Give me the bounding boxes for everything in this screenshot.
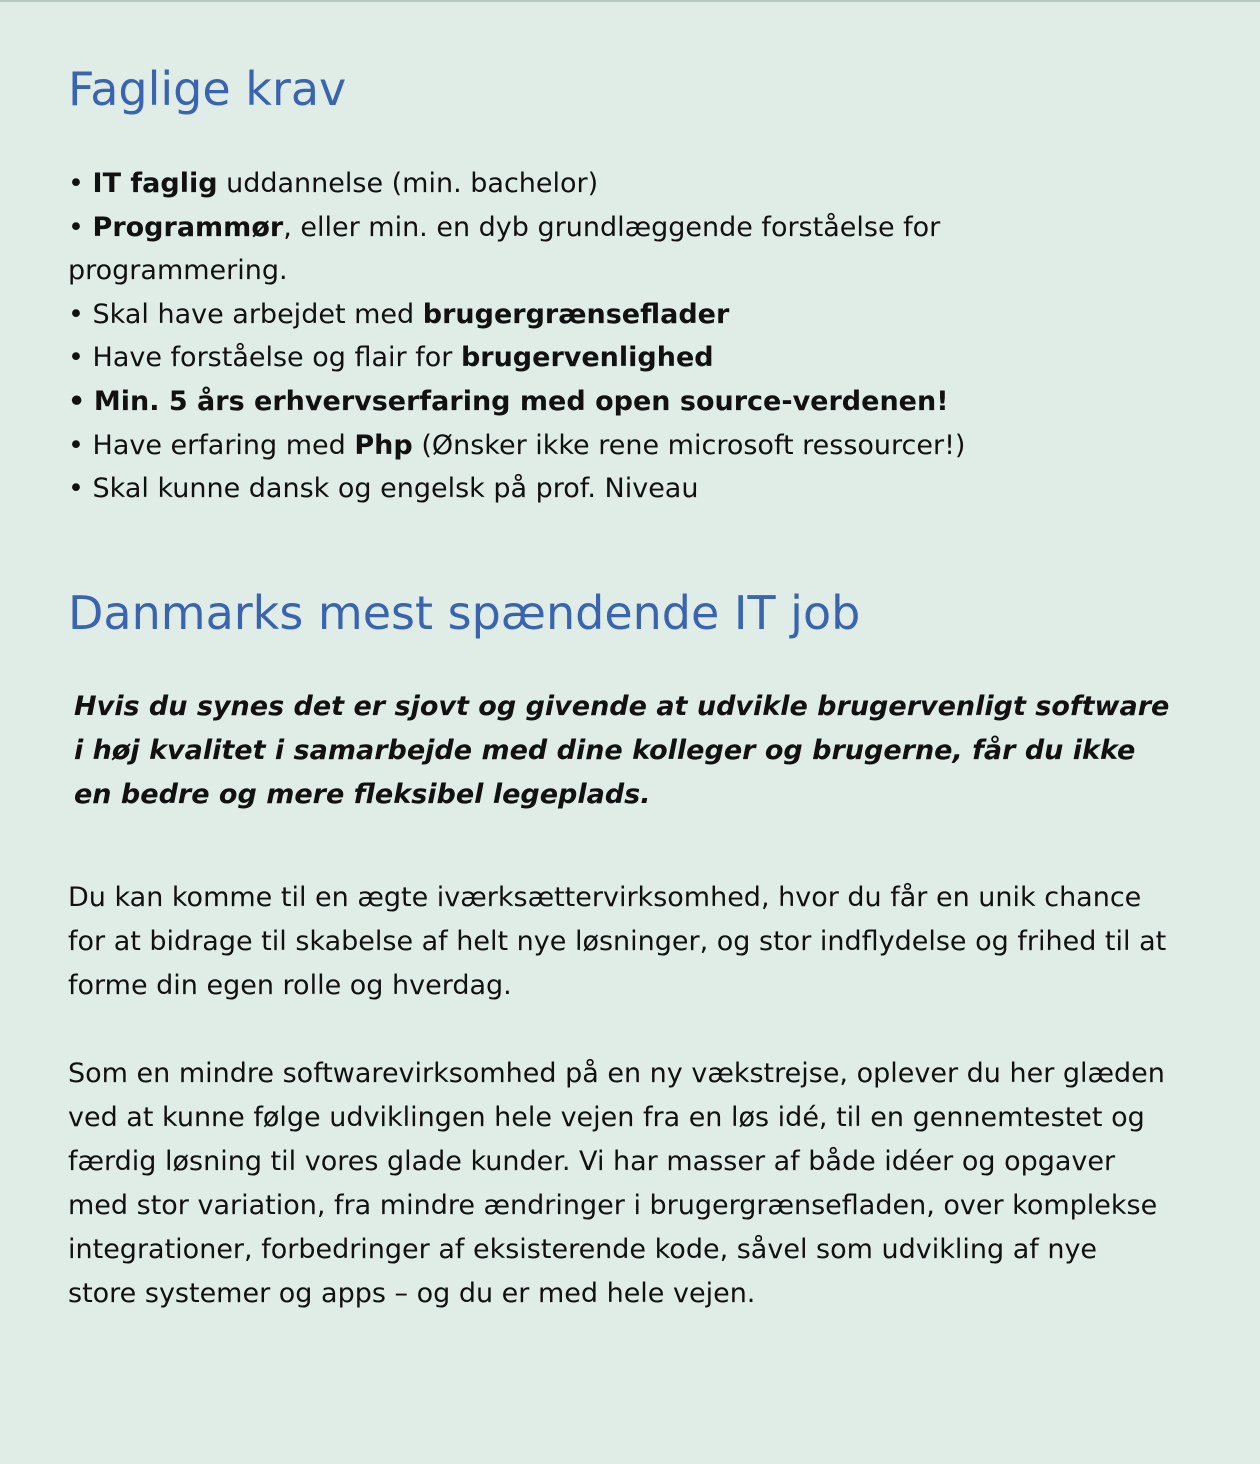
requirement-text: , eller min. en dyb grundlæggende forståelse for programmering. — [68, 211, 941, 287]
requirement-item-usability — [68, 336, 1168, 380]
requirement-item-php — [68, 424, 1168, 468]
requirement-text: uddannelse (min. bachelor) — [217, 168, 599, 199]
requirement-text: Have erfaring med — [92, 429, 355, 461]
requirement-item-language — [68, 467, 1168, 511]
bullet: • — [68, 385, 86, 417]
bullet: • — [68, 168, 84, 199]
requirement-emphasis: brugervenlighed — [460, 342, 714, 374]
requirement-emphasis: Programmør — [92, 211, 284, 243]
body-paragraph-2: Som en mindre softwarevirksomhed på en ny vækstrejse, oplever du her glæden ved at kunne følge udviklingen hele vejen fra en løs idé, til en gennemtestet og færdig løsning til vores glade kunder. Vi har masser af både idéer og opgaver med stor variation, fra mindre ændringer i brugergrænsefladen, over komplekse integrationer, forbedringer af eksisterende kode, såvel som udvikling af nye store systemer og apps – og du er med hele vejen. — [68, 1058, 1165, 1309]
requirement-emphasis: brugergrænseflader — [422, 298, 730, 330]
requirement-text: Skal have arbejdet med — [92, 298, 423, 330]
requirement-item-programmer — [68, 206, 1168, 293]
requirement-text: (Ønsker ikke rene microsoft ressourcer!) — [412, 429, 966, 461]
requirement-item-education — [68, 162, 1168, 206]
requirement-text: Have forståelse og flair for — [92, 342, 461, 374]
bullet: • — [68, 211, 84, 243]
requirements-list — [68, 162, 1168, 511]
requirement-emphasis: Php — [354, 429, 413, 461]
top-divider — [0, 0, 1260, 2]
bullet: • — [68, 473, 84, 505]
bullet: • — [68, 298, 84, 330]
requirement-item-experience — [68, 380, 1168, 424]
requirement-item-ui — [68, 293, 1168, 337]
requirement-emphasis: IT faglig — [92, 168, 218, 199]
lead-text: Hvis du synes det er sjovt og givende at udvikle brugervenligt software i høj kvalitet i samarbejde med dine kolleger og brugerne, får du ikke en bedre og mere fleksibel legeplads. — [74, 691, 1170, 810]
bullet: • — [68, 342, 84, 374]
requirement-text: Skal kunne dansk og engelsk på prof. Niveau — [92, 473, 699, 505]
bullet: • — [68, 429, 84, 461]
job-heading: Danmarks mest spændende IT job — [68, 586, 861, 640]
requirement-emphasis: Min. 5 års erhvervserfaring med open source-verdenen! — [93, 385, 949, 417]
requirements-heading: Faglige krav — [68, 62, 347, 116]
body-paragraph-1: Du kan komme til en ægte iværksættervirksomhed, hvor du får en unik chance for at bidrage til skabelse af helt nye løsninger, og stor indflydelse og frihed til at forme din egen rolle og hverdag. — [68, 882, 1167, 1001]
